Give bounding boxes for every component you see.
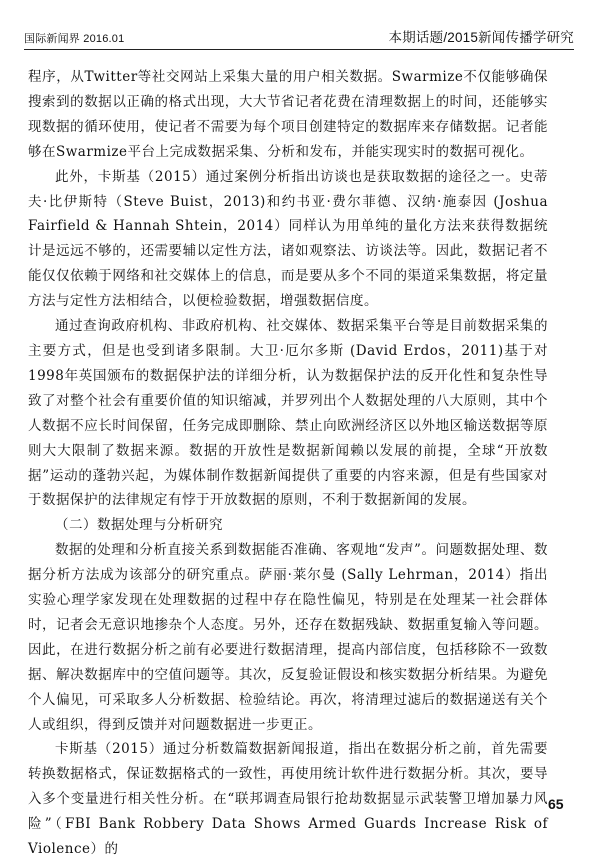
section-title: 本期话题/2015新闻传播学研究 bbox=[388, 30, 574, 45]
page-number: 65 bbox=[548, 796, 564, 812]
paragraph: 卡斯基（2015）通过分析数篇数据新闻报道，指出在数据分析之前，首先需要转换数据格式，保证数据格式的一致性，再使用统计软件进行数据分析。其次，要导入多个变量进行相关性分析。在“联邦调查局银行抢劫数据显示武装警卫增加暴力风险”（FBI Bank Robbery Data Shows Armed Guards Increase Risk of Violence）的 bbox=[28, 741, 548, 858]
section-heading: （二）数据处理与分析研究 bbox=[55, 517, 223, 534]
page-header bbox=[24, 24, 574, 50]
paragraph: 通过查询政府机构、非政府机构、社交媒体、数据采集平台等是目前数据采集的主要方式，但是也受到诸多限制。大卫·厄尔多斯 (David Erdos，2011)基于对1998年英国颁布的数据保护法的详细分析，认为数据保护法的反开化性和复杂性导致了对整个社会有重要价值的知识缩减，并罗列出个人数据处理的八大原则，其中个人数据不应长时间保留，任务完成即删除、禁止向欧洲经济区以外地区输送数据等原则大大限制了数据来源。数据的开放性是数据新闻赖以发展的前提，全球“开放数据”运动的蓬勃兴起，为媒体制作数据新闻提供了重要的内容来源，但是有些国家对于数据保护的法律规定有悖于开放数据的原则，不利于数据新闻的发展。 bbox=[28, 318, 548, 509]
paragraph: 数据的处理和分析直接关系到数据能否准确、客观地“发声”。问题数据处理、数据分析方法成为该部分的研究重点。萨丽·莱尔曼 (Sally Lehrman，2014）指出实验心理学家发现在处理数据的过程中存在隐性偏见，特别是在处理某一社会群体时，记者会无意识地掺杂个人态度。另外，还存在数据残缺、数据重复输入等问题。因此，在进行数据分析之前有必要进行数据清理，提高内部信度，包括移除不一致数据、解决数据库中的空值问题等。其次，反复验证假设和核实数据分析结果。为避免个人偏见，可采取多人分析数据、检验结论。再次，将清理过滤后的数据递送有关个人或组织，得到反馈并对问题数据进一步更正。 bbox=[28, 542, 548, 733]
paragraph: 此外，卡斯基（2015）通过案例分析指出访谈也是获取数据的途径之一。史蒂夫·比伊斯特（Steve Buist，2013)和约书亚·费尔菲德、汉纳·施泰因 (Joshua Fairfield & Hannah Shtein，2014）同样认为用单纯的量化方法来获得数据统计是远远不够的，还需要辅以定性方法，诸如观察法、访谈法等。因此，数据记者不能仅仅依赖于网络和社交媒体上的信息，而是要从多个不同的渠道采集数据，将定量方法与定性方法相结合，以便检验数据，增强数据信度。 bbox=[28, 168, 548, 310]
journal-issue: 国际新闻界 2016.01 bbox=[24, 33, 125, 45]
paragraph-continued: 程序，从Twitter等社交网站上采集大量的用户相关数据。Swarmize不仅能够确保搜索到的数据以正确的格式出现，大大节省记者花费在清理数据上的时间，还能够实现数据的循环使用，使记者不需要为每个项目创建特定的数据库来存储数据。记者能够在Swarmize平台上完成数据采集、分析和发布，并能实现实时的数据可视化。 bbox=[28, 69, 548, 160]
article-body bbox=[28, 65, 548, 862]
